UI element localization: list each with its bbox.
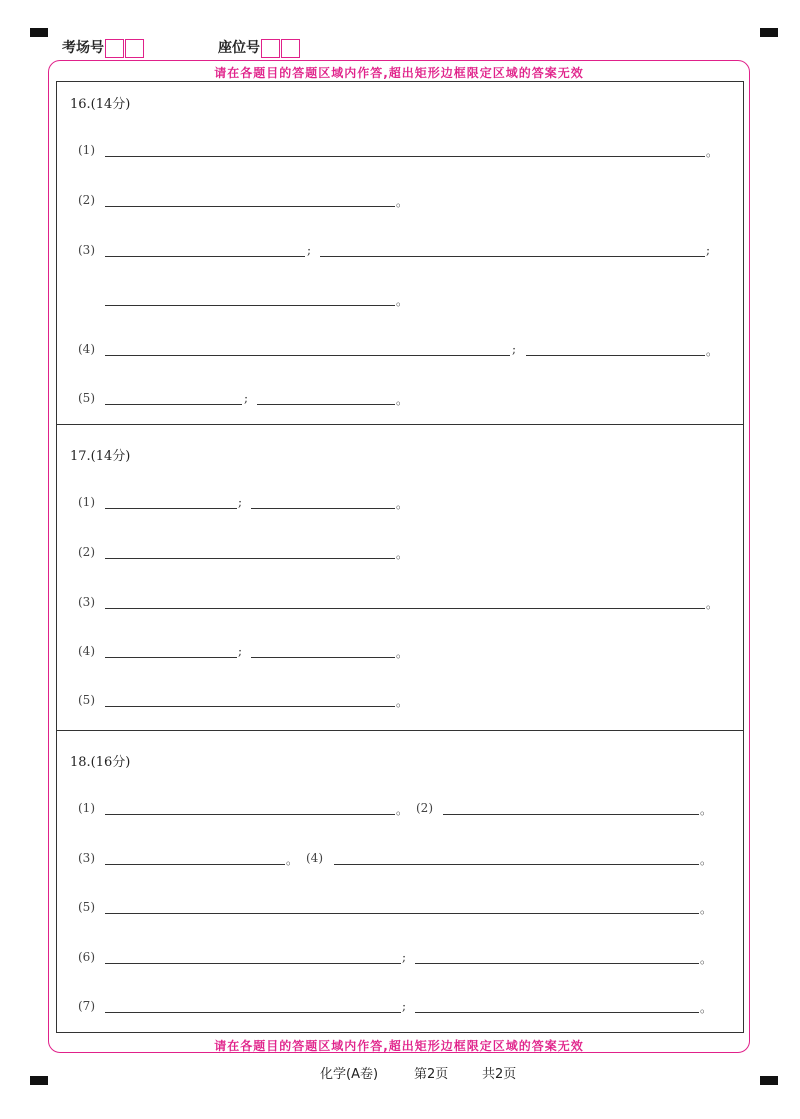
q16-part-2-period: 。 xyxy=(396,195,409,209)
q17-part-2-label: (2) xyxy=(78,545,95,559)
q18-part-1-label: (1) xyxy=(78,801,95,815)
notice-bottom: 请在各题目的答题区域内作答,超出矩形边框限定区域的答案无效 xyxy=(214,1039,584,1053)
section-divider-17-18 xyxy=(56,730,744,731)
q18-part-3-period: 。 xyxy=(286,853,299,867)
q17-part-4-answer-line-b[interactable] xyxy=(251,657,395,658)
q17-part-1-semicolon: ; xyxy=(238,495,243,509)
q17-part-3-answer-line[interactable] xyxy=(105,608,705,609)
q16-part-4-answer-line-a[interactable] xyxy=(105,355,510,356)
q17-part-4-period: 。 xyxy=(396,646,409,660)
q18-part-7-answer-line-a[interactable] xyxy=(105,1012,401,1013)
registration-mark-top-right xyxy=(760,28,778,37)
question-17-title: 17.(14分) xyxy=(70,449,131,464)
q16-part-3-answer-line-a[interactable] xyxy=(105,256,305,257)
q18-part-6-answer-line-a[interactable] xyxy=(105,963,401,964)
q16-part-3-answer-line-c[interactable] xyxy=(105,305,395,306)
q17-part-1-answer-line-b[interactable] xyxy=(251,508,395,509)
q18-part-3-answer-line[interactable] xyxy=(105,864,285,865)
q18-part-7-label: (7) xyxy=(78,999,95,1013)
q17-part-2-answer-line[interactable] xyxy=(105,558,395,559)
q18-part-7-answer-line-b[interactable] xyxy=(415,1012,699,1013)
registration-mark-bottom-left xyxy=(30,1076,48,1085)
q17-part-5-label: (5) xyxy=(78,693,95,707)
exam-room-digit-box-2[interactable] xyxy=(125,39,144,58)
q18-part-1-answer-line[interactable] xyxy=(105,814,395,815)
registration-mark-bottom-right xyxy=(760,1076,778,1085)
q18-part-2-label: (2) xyxy=(416,801,433,815)
exam-room-label: 考场号 xyxy=(62,40,104,56)
q18-part-6-label: (6) xyxy=(78,950,95,964)
q17-part-2-period: 。 xyxy=(396,547,409,561)
q17-part-4-label: (4) xyxy=(78,644,95,658)
q16-part-5-semicolon: ; xyxy=(244,391,249,405)
q16-part-1-answer-line[interactable] xyxy=(105,156,705,157)
q17-part-1-answer-line-a[interactable] xyxy=(105,508,237,509)
q16-part-4-label: (4) xyxy=(78,342,95,356)
q18-part-4-answer-line[interactable] xyxy=(334,864,699,865)
seat-field xyxy=(218,37,300,58)
question-16-title: 16.(14分) xyxy=(70,97,131,112)
q17-part-1-period: 。 xyxy=(396,497,409,511)
q17-part-4-answer-line-a[interactable] xyxy=(105,657,237,658)
footer-subject: 化学(A卷) xyxy=(320,1067,379,1082)
notice-top: 请在各题目的答题区域内作答,超出矩形边框限定区域的答案无效 xyxy=(214,66,584,80)
q16-part-4-period: 。 xyxy=(706,344,719,358)
exam-room-field xyxy=(62,37,144,58)
section-divider-16-17 xyxy=(56,424,744,425)
q16-part-5-period: 。 xyxy=(396,393,409,407)
q16-part-3-label: (3) xyxy=(78,243,95,257)
q16-part-3-answer-line-b[interactable] xyxy=(320,256,705,257)
q18-part-4-label: (4) xyxy=(306,851,323,865)
q18-part-7-period: 。 xyxy=(700,1001,713,1015)
question-18-title: 18.(16分) xyxy=(70,755,131,770)
q18-part-5-period: 。 xyxy=(700,902,713,916)
q17-part-5-answer-line[interactable] xyxy=(105,706,395,707)
q16-part-2-answer-line[interactable] xyxy=(105,206,395,207)
q18-part-5-answer-line[interactable] xyxy=(105,913,699,914)
q17-part-1-label: (1) xyxy=(78,495,95,509)
q18-part-4-period: 。 xyxy=(700,853,713,867)
footer-page-number: 第2页 xyxy=(414,1067,449,1082)
exam-room-digit-box-1[interactable] xyxy=(105,39,124,58)
q16-part-2-label: (2) xyxy=(78,193,95,207)
footer-total-pages: 共2页 xyxy=(482,1067,517,1082)
q16-part-5-answer-line-a[interactable] xyxy=(105,404,242,405)
q16-part-4-semicolon: ; xyxy=(512,342,517,356)
q16-part-3-period: 。 xyxy=(396,294,409,308)
registration-mark-top-left xyxy=(30,28,48,37)
seat-digit-box-1[interactable] xyxy=(261,39,280,58)
q16-part-3-semicolon-b: ; xyxy=(706,243,711,257)
seat-label: 座位号 xyxy=(218,40,260,56)
q18-part-2-answer-line[interactable] xyxy=(443,814,699,815)
q16-part-5-label: (5) xyxy=(78,391,95,405)
q18-part-7-semicolon: ; xyxy=(402,999,407,1013)
q16-part-3-semicolon-a: ; xyxy=(307,243,312,257)
q18-part-6-answer-line-b[interactable] xyxy=(415,963,699,964)
q18-part-5-label: (5) xyxy=(78,900,95,914)
q17-part-3-label: (3) xyxy=(78,595,95,609)
q18-part-6-semicolon: ; xyxy=(402,950,407,964)
q18-part-2-period: 。 xyxy=(700,803,713,817)
q17-part-5-period: 。 xyxy=(396,695,409,709)
q16-part-4-answer-line-b[interactable] xyxy=(526,355,705,356)
q17-part-3-period: 。 xyxy=(706,597,719,611)
q16-part-1-period: 。 xyxy=(706,145,719,159)
q18-part-1-period: 。 xyxy=(396,803,409,817)
q16-part-5-answer-line-b[interactable] xyxy=(257,404,395,405)
seat-digit-box-2[interactable] xyxy=(281,39,300,58)
q17-part-4-semicolon: ; xyxy=(238,644,243,658)
q16-part-1-label: (1) xyxy=(78,143,95,157)
q18-part-6-period: 。 xyxy=(700,952,713,966)
q18-part-3-label: (3) xyxy=(78,851,95,865)
